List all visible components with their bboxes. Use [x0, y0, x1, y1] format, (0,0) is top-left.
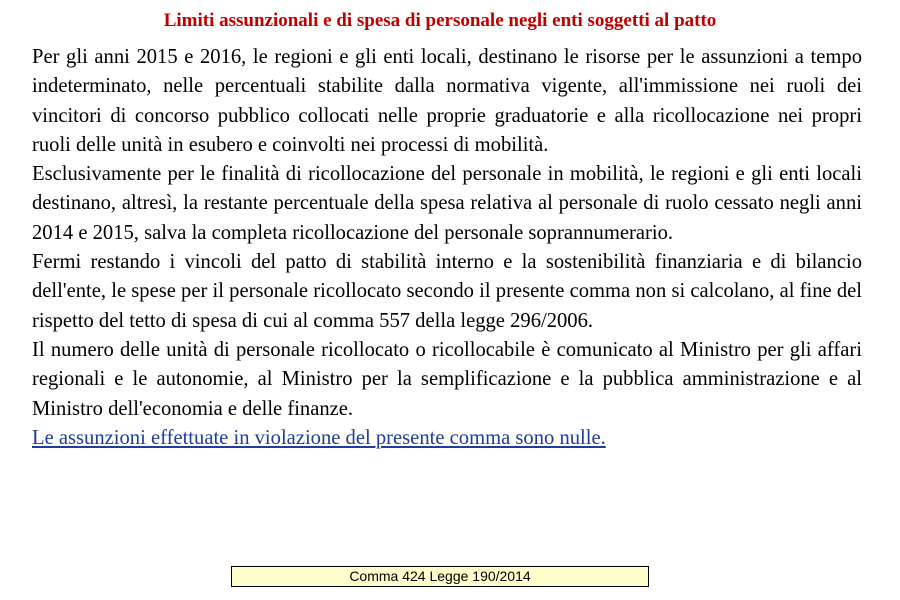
- paragraph-4: Il numero delle unità di personale ricollocato o ricollocabile è comunicato al Ministro per gli affari regionali e le autonomie, al Ministro per la semplificazione e la pubblica amministrazione e al Ministro dell'economia e delle finanze.: [32, 338, 862, 420]
- page-title: Limiti assunzionali e di spesa di personale negli enti soggetti al patto: [163, 10, 717, 31]
- document-body: [32, 43, 862, 453]
- paragraph-3: Fermi restando i vincoli del patto di stabilità interno e la sostenibilità finanziaria e di bilancio dell'ente, le spese per il personale ricollocato secondo il presente comma non si calcolano, al fine del rispetto del tetto di spesa di cui al comma 557 della legge 296/2006.: [32, 251, 862, 332]
- paragraph-2: Esclusivamente per le finalità di ricollocazione del personale in mobilità, le regioni e gli enti locali destinano, altresì, la restante percentuale della spesa relativa al personale di ruolo cessato negli anni 2014 e 2015, salva la completa ricollocazione del personale soprannumerario.: [32, 163, 862, 244]
- source-reference-box: Comma 424 Legge 190/2014: [231, 566, 649, 587]
- nullity-link[interactable]: Le assunzioni effettuate in violazione del presente comma sono nulle.: [32, 426, 606, 449]
- paragraph-1: Per gli anni 2015 e 2016, le regioni e gli enti locali, destinano le risorse per le assunzioni a tempo indeterminato, nelle percentuali stabilite dalla normativa vigente, all'immissione nei ruoli dei vincitori di concorso pubblico collocati nelle proprie graduatorie e alla ricollocazione nei propri ruoli delle unità in esubero e coinvolti nei processi di mobilità.: [32, 46, 862, 156]
